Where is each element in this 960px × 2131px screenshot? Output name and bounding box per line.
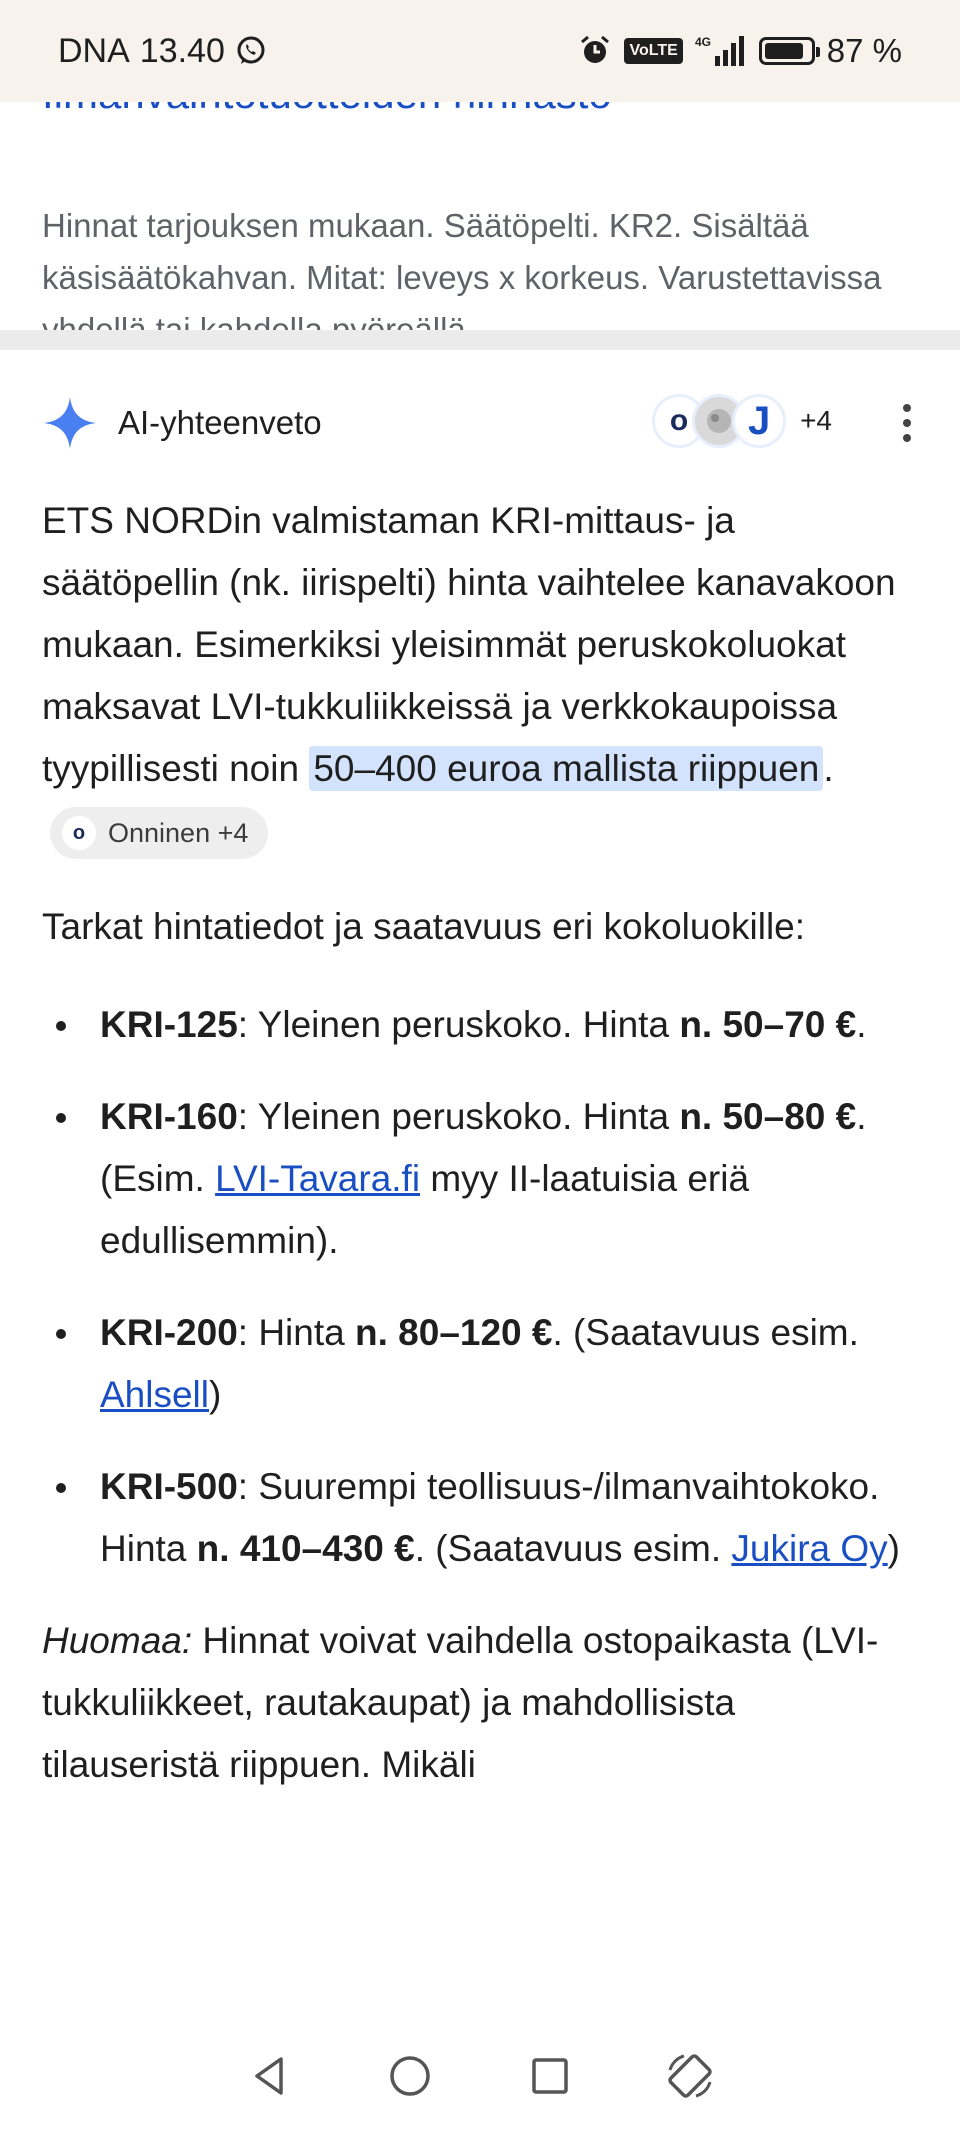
list-item	[42, 1302, 922, 1426]
item-text: . (Saatavuus esim.	[414, 1528, 732, 1569]
item-text: )	[887, 1528, 900, 1569]
signal-icon	[695, 34, 747, 68]
battery-percent: 87 %	[826, 32, 902, 69]
navigation-bar	[0, 2021, 960, 2131]
details-heading: Tarkat hintatiedot ja saatavuus eri kokoluokille:	[42, 906, 806, 947]
model-name: KRI-200	[100, 1312, 238, 1353]
item-text: .	[856, 1004, 867, 1045]
alarm-icon	[578, 34, 612, 68]
source-avatars[interactable]	[652, 394, 832, 448]
battery-icon	[759, 37, 815, 65]
model-name: KRI-160	[100, 1096, 238, 1137]
rotate-screen-icon[interactable]	[660, 2046, 720, 2106]
whatsapp-icon	[235, 35, 267, 67]
status-right	[578, 32, 902, 70]
note-label: Huomaa:	[42, 1620, 193, 1661]
source-avatar-onninen[interactable]: o	[652, 394, 706, 448]
intro-end: .	[823, 748, 834, 789]
note-text: Hinnat voivat vaihdella ostopaikasta (LVI-tukkuliikkeet, rautakaupat) ja mahdollisista tilauseristä riippuen. Mikäli	[42, 1620, 879, 1785]
status-left	[58, 32, 267, 71]
ai-overview-body	[42, 490, 922, 1796]
model-name: KRI-125	[100, 1004, 238, 1045]
source-chip-label: Onninen +4	[108, 818, 249, 849]
section-divider	[0, 330, 960, 350]
price-list	[42, 994, 922, 1580]
back-triangle-icon[interactable]	[240, 2046, 300, 2106]
item-text: : Hinta	[237, 1312, 355, 1353]
item-price: n. 50–80 €	[679, 1096, 857, 1137]
clock: 13.40	[139, 31, 225, 70]
item-text: myy II-laatuisia eriä edullisemmin).	[100, 1158, 750, 1261]
intro-text: ETS NORDin valmistaman KRI-mittaus- ja säätöpellin (nk. iirispelti) hinta vaihtelee kanavakoon mukaan. Esimerkiksi yleisimmät peruskokoluokat maksavat LVI-tukkuliikkeissä ja verkkokaupoissa tyypillisesti noin	[42, 500, 896, 789]
item-text: : Yleinen peruskoko. Hinta	[237, 1004, 680, 1045]
source-chip[interactable]	[50, 807, 268, 859]
more-sources-count[interactable]: +4	[800, 405, 832, 436]
overview-intro	[42, 490, 922, 862]
recents-square-icon[interactable]	[520, 2046, 580, 2106]
item-text: . (Saatavuus esim.	[552, 1312, 859, 1353]
status-bar	[0, 0, 960, 102]
item-text: )	[209, 1374, 222, 1415]
volte-badge: VoLTE	[624, 38, 682, 64]
item-text: . (Esim.	[100, 1096, 867, 1199]
lvi-tavara-link[interactable]: LVI-Tavara.fi	[215, 1158, 421, 1199]
ai-overview-header	[42, 388, 922, 458]
more-options-icon[interactable]	[892, 398, 922, 448]
list-item	[42, 1086, 922, 1272]
ai-overview-title: AI-yhteenveto	[118, 404, 322, 441]
source-avatar-jukira[interactable]: J	[732, 394, 786, 448]
item-price: n. 50–70 €	[679, 1004, 857, 1045]
result-snippet: Hinnat tarjouksen mukaan. Säätöpelti. KR2. Sisältää käsisäätökahvan. Mitat: leveys x korkeus. Varustettavissa	[42, 207, 882, 296]
note-paragraph	[42, 1610, 922, 1796]
list-item	[42, 1456, 922, 1580]
list-item	[42, 994, 922, 1056]
svg-text:4G: 4G	[694, 35, 711, 49]
battery-fill	[765, 43, 803, 59]
carrier-label: DNA	[58, 31, 130, 70]
ahlsell-link[interactable]: Ahlsell	[100, 1374, 209, 1415]
gemini-sparkle-icon	[42, 395, 98, 451]
home-circle-icon[interactable]	[380, 2046, 440, 2106]
model-name: KRI-500	[100, 1466, 238, 1507]
onninen-logo-icon: o	[62, 816, 96, 850]
price-highlight[interactable]: 50–400 euroa mallista riippuen	[309, 746, 823, 791]
item-text: : Suurempi teollisuus-/ilmanvaihtokoko. Hinta	[100, 1466, 880, 1569]
item-price: n. 410–430 €	[196, 1528, 415, 1569]
jukira-link[interactable]: Jukira Oy	[731, 1528, 888, 1569]
item-text: : Yleinen peruskoko. Hinta	[237, 1096, 680, 1137]
item-price: n. 80–120 €	[355, 1312, 553, 1353]
